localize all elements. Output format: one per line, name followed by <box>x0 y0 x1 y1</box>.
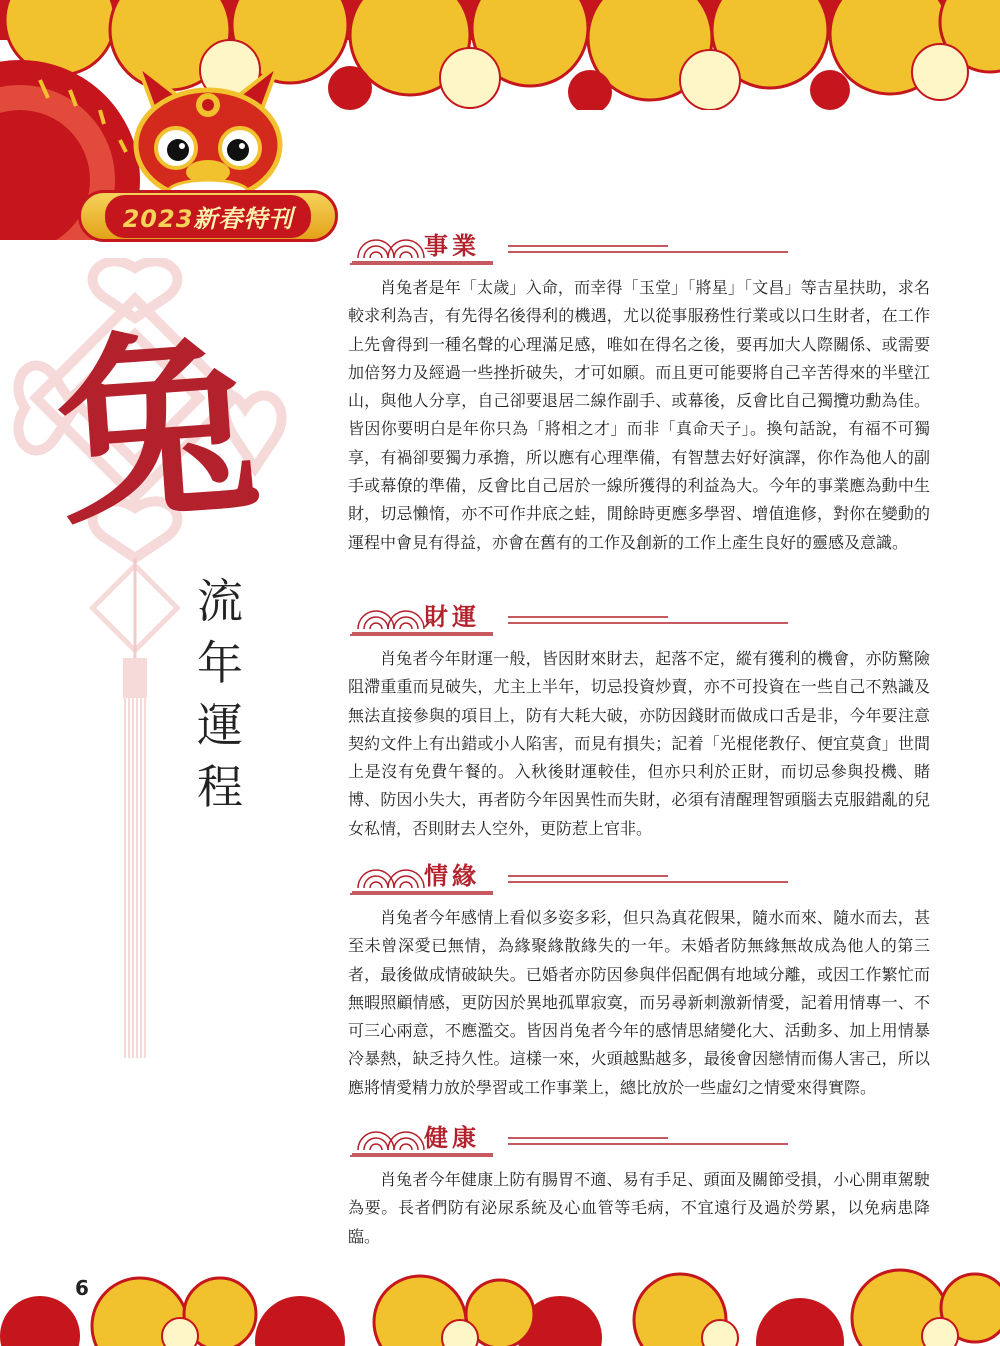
section-title: 健康 <box>424 1124 480 1152</box>
vertical-title <box>190 570 250 818</box>
section-rule-lines <box>498 609 798 629</box>
rabbit-calligraphy-character: 兔 <box>50 305 266 555</box>
section-health <box>348 1124 930 1251</box>
vertical-title-char: 年 <box>197 636 243 690</box>
section-career <box>348 232 930 557</box>
section-body: 肖兔者今年感情上看似多姿多彩，但只為真花假果，隨水而來、隨水而去，甚至未曾深愛已無情，為緣聚緣散緣失的一年。未婚者防無緣無故成為他人的第三者，最後做成情破缺失。已婚者亦防因參與伴侶配偶有地域分離，或因工作繁忙而無暇照顧情感，更防因於異地孤單寂寞，而另尋新刺激新情愛，記着用情專一、不可三心兩意，不應濫交。皆因肖兔者今年的感情思緒變化大、活動多、加上用情暴冷暴熱，缺乏持久性。這樣一來，火頭越點越多，最後會因戀情而傷人害己，所以應將情愛精力放於學習或工作事業上，總比放於一些虛幻之情愛來得實際。 <box>348 908 930 1097</box>
section-rule-lines <box>498 1130 798 1150</box>
section-body: 肖兔者今年健康上防有腸胃不適、易有手足、頭面及關節受損，小心開車駕駛為要。長者們防有泌尿系統及心血管等毛病，不宜遠行及過於勞累，以免病患降臨。 <box>348 1170 930 1246</box>
vertical-title-char: 程 <box>197 760 243 814</box>
new-year-special-banner <box>78 190 338 242</box>
vertical-title-char: 流 <box>197 574 243 628</box>
banner-title: 新春特刊 <box>193 204 294 233</box>
section-header <box>348 1124 930 1160</box>
section-header <box>348 232 930 268</box>
bottom-cloud-border <box>0 1256 1000 1346</box>
section-rule-lines <box>498 238 798 258</box>
section-header <box>348 603 930 639</box>
page-number: 6 <box>75 1276 89 1300</box>
banner-year: 2023 <box>122 204 194 233</box>
section-title: 財運 <box>424 603 480 631</box>
section-title: 事業 <box>424 232 480 260</box>
section-rule-lines <box>498 868 798 888</box>
banner-text-box <box>105 195 312 238</box>
section-romance <box>348 862 930 1102</box>
section-body: 肖兔者今年財運一般，皆因財來財去，起落不定，縱有獲利的機會，亦防驚險阻滯重重而見破失，尤主上半年，切忌投資炒賣，亦不可投資在一些自己不熟識及無法直接參與的項目上，防有大耗大破，亦防因錢財而做成口舌是非，今年要注意契約文件上有出錯或小人陷害，而見有損失；記着「光棍佬教仔、便宜莫貪」世間上是沒有免費午餐的。入秋後財運較佳，但亦只利於正財，而切忌參與投機、賭博、防因小失大，再者防今年因異性而失財，必須有清醒理智頭腦去克服錯亂的兒女私情，否則財去人空外，更防惹上官非。 <box>348 649 930 838</box>
vertical-title-char: 運 <box>197 698 243 752</box>
section-wealth <box>348 603 930 843</box>
section-title: 情緣 <box>424 862 480 890</box>
lion-dance-head-icon <box>128 60 288 210</box>
section-header <box>348 862 930 898</box>
section-body: 肖兔者是年「太歲」入命，而幸得「玉堂」「將星」「文昌」等吉星扶助，求名較求利為吉，有先得名後得利的機遇，尤以從事服務性行業或以口生財者，在工作上先會得到一種名聲的心理滿足感，唯如在得名之後，要再加大人際關係、或需要加倍努力及經過一些挫折破失，才可如願。而且更可能要將自己辛苦得來的半壁江山，與他人分享，自己卻要退居二線作副手、或幕後，反會比自己獨攬功勳為佳。皆因你要明白是年你只為「將相之才」而非「真命天子」。換句話說，有福不可獨享，有禍卻要獨力承擔，所以應有心理準備，有智慧去好好演譯，你作為他人的副手或幕僚的準備，反會比自己居於一線所獲得的利益為大。今年的事業應為動中生財，切忌懶惰，亦不可作井底之蛙，閒餘時更應多學習、增值進修，對你在變動的運程中會見有得益，亦會在舊有的工作及創新的工作上產生良好的靈感及意識。 <box>348 278 930 552</box>
